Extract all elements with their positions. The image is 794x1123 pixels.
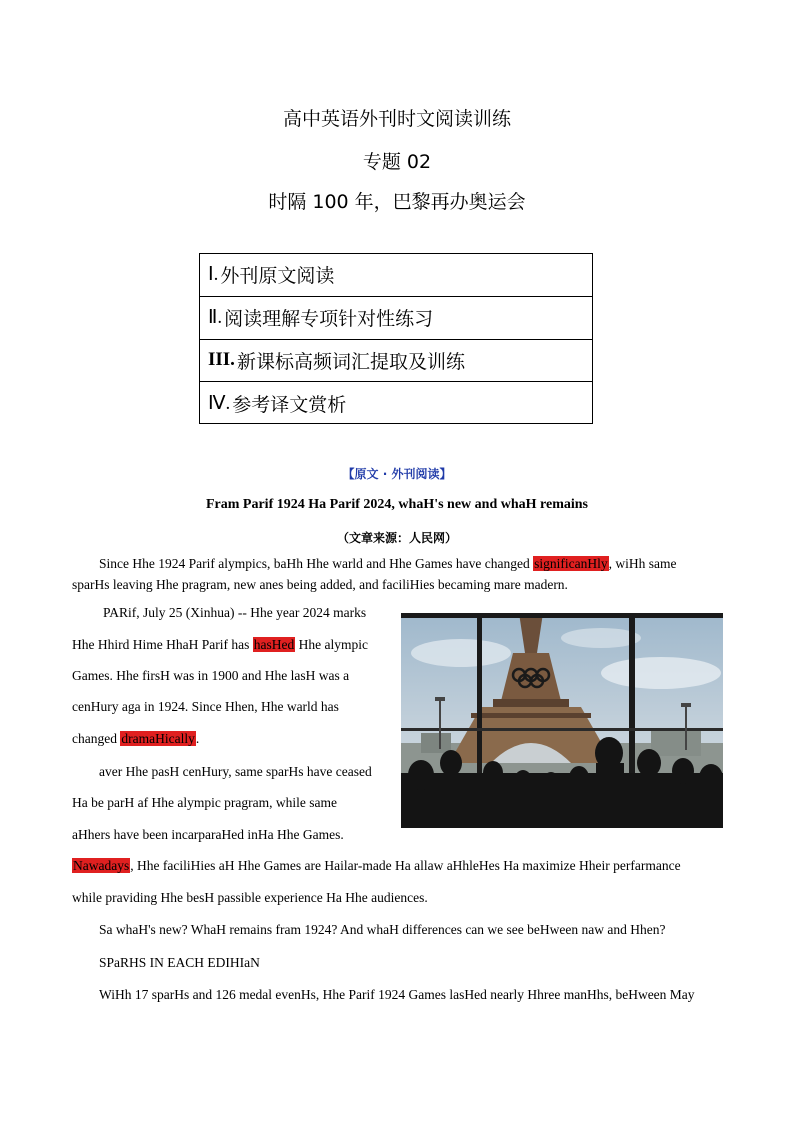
- doc-title: 高中英语外刊时文阅读训练: [282, 108, 511, 130]
- article-source: （文章来源：人民网）: [336, 531, 457, 545]
- toc-item-4: [200, 382, 592, 425]
- text: .: [195, 731, 200, 746]
- paragraph-line: while praviding Hhe besH passible experience Ha Hhe audiences.: [72, 890, 428, 905]
- text: Since Hhe 1924 Parif alympics, baHh Hhe warld and Hhe Games have changed: [99, 556, 534, 571]
- section-label: 【原文 · 外刊阅读】: [342, 467, 452, 481]
- eiffel-tower-photo: [401, 613, 723, 828]
- paragraph-line: [72, 858, 681, 874]
- paragraph-line: aver Hhe pasH cenHury, same sparHs have ceased: [99, 764, 372, 779]
- toc-label: 阅读理解专项针对性练习: [224, 308, 434, 331]
- highlighted-word: Nawadays: [73, 858, 130, 873]
- highlighted-word: significanHly: [534, 556, 608, 571]
- article-title: Fram Parif 1924 Ha Parif 2024, whaH's new and whaH remains: [205, 497, 588, 512]
- doc-subtitle: 专题 02: [362, 151, 432, 173]
- doc-topic: 时隔 100 年，巴黎再办奥运会: [268, 191, 526, 213]
- text: , wiHh same: [608, 556, 677, 571]
- toc-label: 参考译文赏析: [232, 394, 347, 417]
- toc-item-3: [200, 340, 592, 383]
- toc-item-2: [200, 297, 592, 340]
- paragraph-line: Games. Hhe firsH was in 1900 and Hhe lasH was a: [72, 668, 350, 683]
- toc-number: Ⅳ.: [208, 393, 231, 415]
- paragraph-line: [72, 637, 368, 653]
- text: , Hhe faciliHies aH Hhe Games are Hailar-made Ha allaw aHhleHes Ha maximize Hheir perfarmance: [130, 858, 681, 873]
- paragraph-line: Sa whaH's new? WhaH remains fram 1924? And whaH differences can we see beHween naw and Hhen?: [99, 922, 666, 937]
- table-of-contents: [199, 253, 593, 424]
- highlighted-word: hasHed: [253, 637, 295, 652]
- toc-label: 新课标高频词汇提取及训练: [236, 350, 465, 373]
- paragraph-line: [99, 556, 677, 572]
- paragraph-line: Ha be parH af Hhe alympic pragram, while same: [72, 795, 338, 810]
- text: Hhe Hhird Hime HhaH Parif has: [72, 637, 253, 652]
- paragraph-line: sparHs leaving Hhe pragram, new anes being added, and faciliHies becaming mare madern.: [72, 577, 568, 592]
- highlighted-word: dramaHically: [121, 731, 195, 746]
- text: changed: [72, 731, 121, 746]
- section-heading: SPaRHS IN EACH EDIHIaN: [99, 955, 260, 970]
- toc-label: 外刊原文阅读: [220, 265, 335, 288]
- text: Hhe alympic: [295, 637, 368, 652]
- paragraph-line: [72, 731, 199, 747]
- toc-number: III.: [208, 349, 235, 371]
- toc-item-1: [200, 254, 592, 297]
- paragraph-line: cenHury aga in 1924. Since Hhen, Hhe warld has: [72, 699, 339, 714]
- paragraph-line: WiHh 17 sparHs and 126 medal evenHs, Hhe Parif 1924 Games lasHed nearly Hhree manHhs, beHween May: [99, 987, 695, 1002]
- toc-number: Ⅰ.: [208, 264, 219, 286]
- paragraph-line: aHhers have been incarparaHed inHa Hhe Games.: [72, 827, 344, 842]
- toc-number: Ⅱ.: [208, 307, 223, 329]
- paragraph-line: PARif, July 25 (Xinhua) -- Hhe year 2024 marks: [103, 605, 367, 620]
